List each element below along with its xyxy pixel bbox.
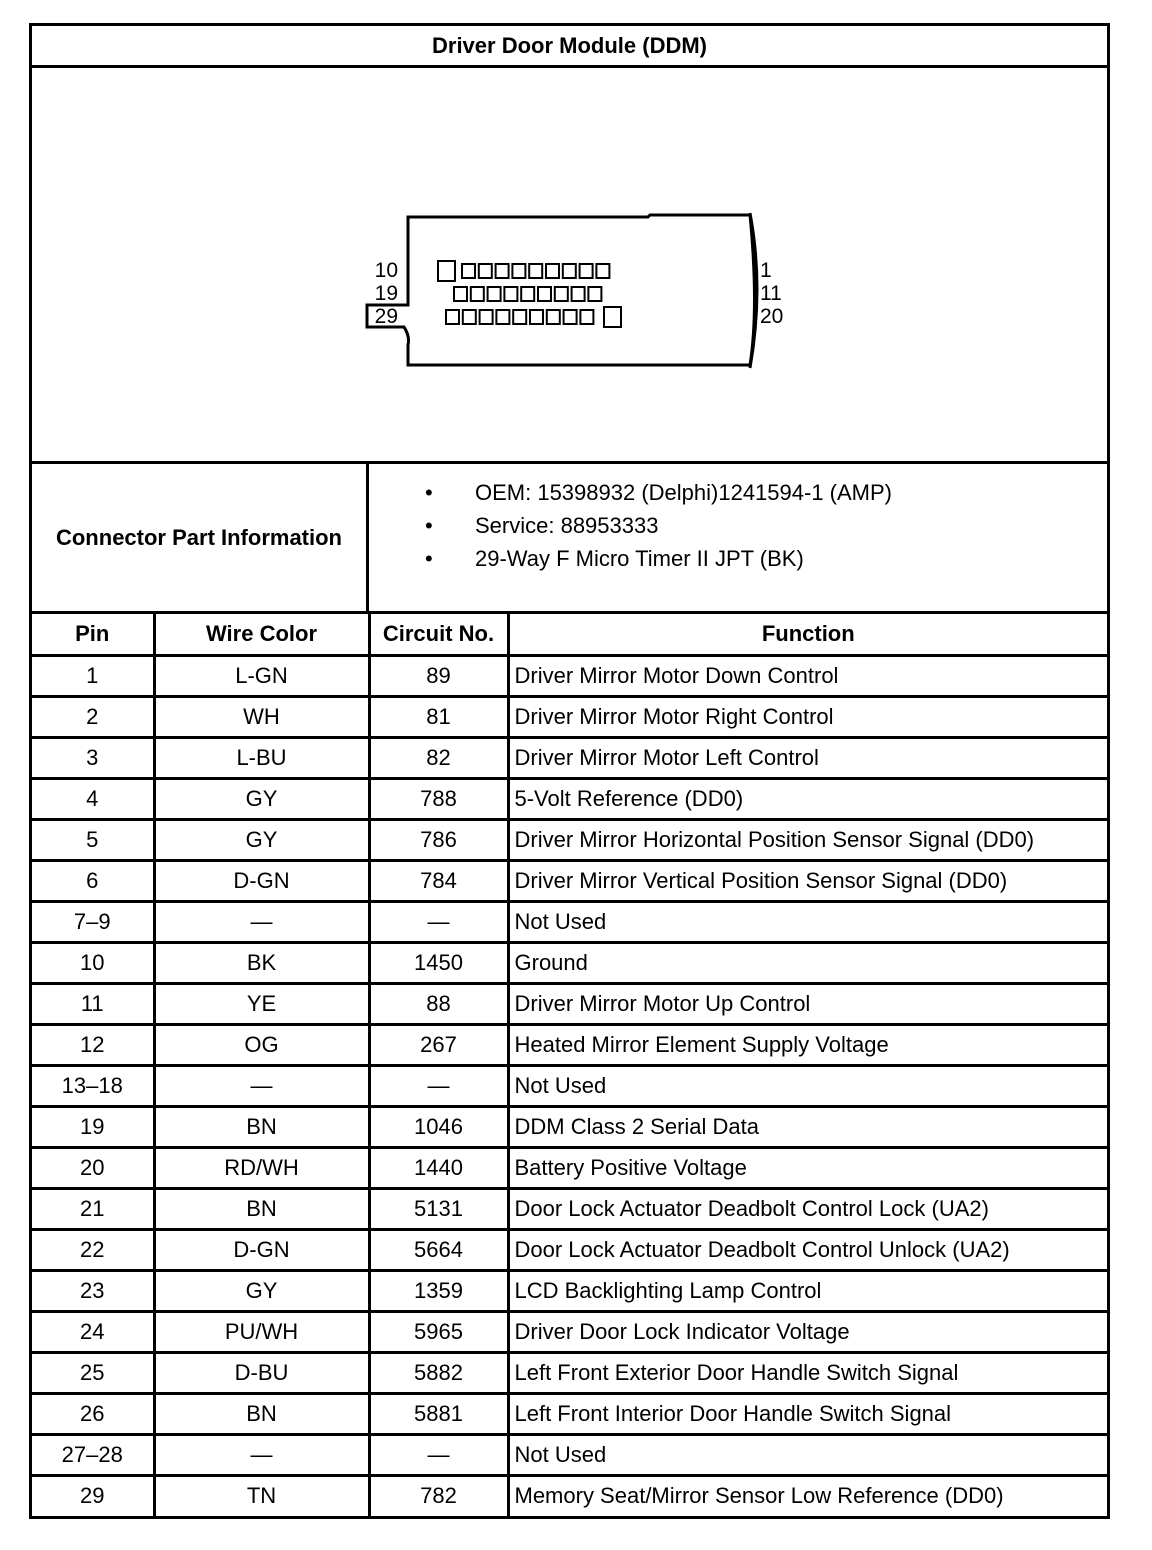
table-row [32, 696, 1107, 737]
pin-cavity [480, 310, 493, 324]
circuit-cell: 782 [369, 1475, 508, 1516]
wire-color-cell: BN [154, 1393, 369, 1434]
pin-cell: 27–28 [32, 1434, 154, 1475]
table-row [32, 1229, 1107, 1270]
connector-left-label: 10 [374, 259, 398, 282]
pin-cavity [471, 287, 484, 301]
function-cell: Driver Mirror Vertical Position Sensor Signal (DD0) [508, 860, 1107, 901]
connector-sheet [29, 23, 1110, 1519]
table-row [32, 860, 1107, 901]
pin-cell: 5 [32, 819, 154, 860]
circuit-cell: 1450 [369, 942, 508, 983]
table-row [32, 1270, 1107, 1311]
pin-cavity [521, 287, 534, 301]
pin-cell: 6 [32, 860, 154, 901]
function-cell: LCD Backlighting Lamp Control [508, 1270, 1107, 1311]
header-function: Function [508, 614, 1107, 655]
circuit-cell: 267 [369, 1024, 508, 1065]
circuit-cell: 5664 [369, 1229, 508, 1270]
part-info-label: Connector Part Information [32, 464, 369, 611]
function-cell: Battery Positive Voltage [508, 1147, 1107, 1188]
connector-figure [32, 68, 1107, 464]
table-row [32, 819, 1107, 860]
connector-body [367, 215, 755, 365]
pin-cell: 4 [32, 778, 154, 819]
function-cell: Driver Mirror Motor Up Control [508, 983, 1107, 1024]
table-header-row [32, 614, 1107, 655]
pin-cavity [596, 264, 609, 278]
circuit-cell: 81 [369, 696, 508, 737]
part-info-list [369, 464, 1107, 611]
pin-cavity [529, 264, 542, 278]
function-cell: Left Front Exterior Door Handle Switch Signal [508, 1352, 1107, 1393]
pin-cavity [555, 287, 568, 301]
pin-cavity-large [438, 261, 455, 281]
function-cell: Driver Mirror Motor Down Control [508, 655, 1107, 696]
pin-cavity [479, 264, 492, 278]
circuit-cell: 5131 [369, 1188, 508, 1229]
pin-cell: 10 [32, 942, 154, 983]
wire-color-cell: OG [154, 1024, 369, 1065]
wire-color-cell: D-GN [154, 860, 369, 901]
wire-color-cell: BK [154, 942, 369, 983]
header-wire-color: Wire Color [154, 614, 369, 655]
function-cell: Left Front Interior Door Handle Switch Signal [508, 1393, 1107, 1434]
pin-cell: 11 [32, 983, 154, 1024]
pin-cavity [580, 264, 593, 278]
connector-right-label: 11 [760, 282, 782, 305]
function-cell: Not Used [508, 901, 1107, 942]
wire-color-cell: D-BU [154, 1352, 369, 1393]
circuit-cell: 82 [369, 737, 508, 778]
pin-cell: 3 [32, 737, 154, 778]
function-cell: Driver Mirror Motor Right Control [508, 696, 1107, 737]
pin-cavity [512, 264, 525, 278]
pin-cell: 13–18 [32, 1065, 154, 1106]
connector-part-info [32, 464, 1107, 614]
pin-cell: 22 [32, 1229, 154, 1270]
pin-cavity [588, 287, 601, 301]
circuit-cell: 89 [369, 655, 508, 696]
table-row [32, 983, 1107, 1024]
circuit-cell: 784 [369, 860, 508, 901]
pin-cavity [488, 287, 501, 301]
wire-color-cell: PU/WH [154, 1311, 369, 1352]
table-row [32, 1311, 1107, 1352]
wire-color-cell: — [154, 1065, 369, 1106]
pin-cell: 21 [32, 1188, 154, 1229]
pin-cavity [580, 310, 593, 324]
pin-cavity [504, 287, 517, 301]
connector-right-label: 20 [760, 305, 784, 328]
pinout-table [32, 614, 1107, 1516]
pin-cavity [496, 310, 509, 324]
pin-cell: 29 [32, 1475, 154, 1516]
table-row [32, 1147, 1107, 1188]
wire-color-cell: — [154, 1434, 369, 1475]
function-cell: DDM Class 2 Serial Data [508, 1106, 1107, 1147]
table-row [32, 942, 1107, 983]
wire-color-cell: GY [154, 819, 369, 860]
pin-cavity [564, 310, 577, 324]
pin-cell: 24 [32, 1311, 154, 1352]
pin-cavity [446, 310, 459, 324]
pin-grid [438, 261, 621, 327]
wire-color-cell: TN [154, 1475, 369, 1516]
function-cell: Ground [508, 942, 1107, 983]
wire-color-cell: BN [154, 1106, 369, 1147]
wire-color-cell: GY [154, 1270, 369, 1311]
function-cell: Not Used [508, 1065, 1107, 1106]
pin-cavity [454, 287, 467, 301]
circuit-cell: 88 [369, 983, 508, 1024]
circuit-cell: 5881 [369, 1393, 508, 1434]
pin-cavity [496, 264, 509, 278]
pin-cell: 20 [32, 1147, 154, 1188]
page-title: Driver Door Module (DDM) [32, 26, 1107, 68]
connector-right-label: 1 [760, 259, 772, 282]
pin-cavity [572, 287, 585, 301]
wire-color-cell: YE [154, 983, 369, 1024]
table-row [32, 1065, 1107, 1106]
circuit-cell: 1359 [369, 1270, 508, 1311]
wire-color-cell: GY [154, 778, 369, 819]
table-row [32, 778, 1107, 819]
circuit-cell: 5882 [369, 1352, 508, 1393]
table-row [32, 737, 1107, 778]
table-row [32, 1352, 1107, 1393]
header-pin: Pin [32, 614, 154, 655]
pin-cavity [546, 264, 559, 278]
part-info-item: • OEM: 15398932 (Delphi)1241594-1 (AMP) [369, 476, 1107, 509]
table-row [32, 1434, 1107, 1475]
pin-cavity [530, 310, 543, 324]
pin-cavity [563, 264, 576, 278]
circuit-cell: 786 [369, 819, 508, 860]
circuit-cell: — [369, 1434, 508, 1475]
pin-cell: 1 [32, 655, 154, 696]
function-cell: Driver Mirror Horizontal Position Sensor Signal (DD0) [508, 819, 1107, 860]
function-cell: Not Used [508, 1434, 1107, 1475]
pin-cell: 23 [32, 1270, 154, 1311]
pin-cell: 12 [32, 1024, 154, 1065]
table-row [32, 655, 1107, 696]
pin-cavity [462, 264, 475, 278]
circuit-cell: 1440 [369, 1147, 508, 1188]
pin-cavity [547, 310, 560, 324]
circuit-cell: 1046 [369, 1106, 508, 1147]
pin-cell: 2 [32, 696, 154, 737]
function-cell: Driver Door Lock Indicator Voltage [508, 1311, 1107, 1352]
function-cell: Heated Mirror Element Supply Voltage [508, 1024, 1107, 1065]
wire-color-cell: — [154, 901, 369, 942]
function-cell: Driver Mirror Motor Left Control [508, 737, 1107, 778]
connector-left-label: 19 [374, 282, 398, 305]
function-cell: Door Lock Actuator Deadbolt Control Unlock (UA2) [508, 1229, 1107, 1270]
function-cell: Memory Seat/Mirror Sensor Low Reference (DD0) [508, 1475, 1107, 1516]
wire-color-cell: L-BU [154, 737, 369, 778]
circuit-cell: — [369, 901, 508, 942]
pin-cavity-large [604, 307, 621, 327]
circuit-cell: — [369, 1065, 508, 1106]
pin-cell: 26 [32, 1393, 154, 1434]
pin-cell: 19 [32, 1106, 154, 1147]
pin-cavity [463, 310, 476, 324]
function-cell: Door Lock Actuator Deadbolt Control Lock (UA2) [508, 1188, 1107, 1229]
connector-outline [367, 194, 408, 260]
wire-color-cell: RD/WH [154, 1147, 369, 1188]
table-row [32, 1106, 1107, 1147]
wire-color-cell: BN [154, 1188, 369, 1229]
table-row [32, 1024, 1107, 1065]
table-row [32, 1188, 1107, 1229]
part-info-item: • Service: 88953333 [369, 509, 1107, 542]
pin-cavity [513, 310, 526, 324]
wire-color-cell: L-GN [154, 655, 369, 696]
header-circuit-no: Circuit No. [369, 614, 508, 655]
circuit-cell: 5965 [369, 1311, 508, 1352]
wire-color-cell: WH [154, 696, 369, 737]
table-row [32, 1393, 1107, 1434]
circuit-cell: 788 [369, 778, 508, 819]
connector-diagram [32, 68, 1107, 461]
pin-cell: 25 [32, 1352, 154, 1393]
wire-color-cell: D-GN [154, 1229, 369, 1270]
table-row [32, 901, 1107, 942]
pin-cavity [538, 287, 551, 301]
pin-cell: 7–9 [32, 901, 154, 942]
connector-left-label: 29 [374, 305, 398, 328]
table-row [32, 1475, 1107, 1516]
part-info-item: • 29-Way F Micro Timer II JPT (BK) [369, 542, 1107, 575]
function-cell: 5-Volt Reference (DD0) [508, 778, 1107, 819]
